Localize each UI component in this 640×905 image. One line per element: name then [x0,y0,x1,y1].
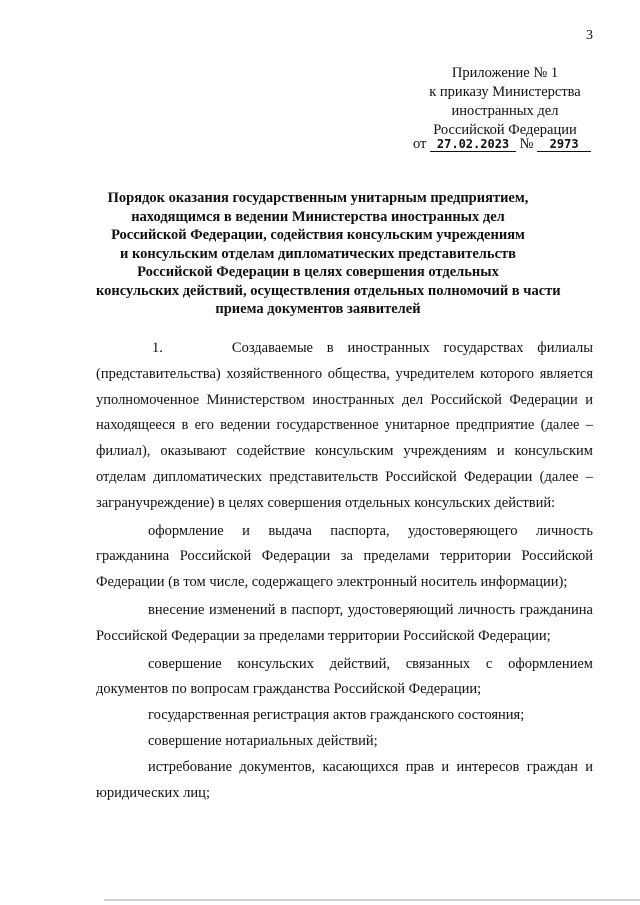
appendix-line-2: к приказу Министерства [429,84,581,100]
list-item: совершение консульских действий, связанных с оформлением документов по вопросам гражданства Российской Федерации; [96,655,593,698]
number-prefix: № [519,136,534,152]
title-line: Порядок оказания государственным унитарным предприятием, [107,190,529,206]
list-item: государственная регистрация актов гражданского состояния; [148,707,525,724]
document-body [96,336,593,806]
page-number: 3 [586,28,593,43]
title-line: приема документов заявителей [215,301,421,317]
date-prefix: от [413,136,427,152]
list-item: совершение нотариальных действий; [148,732,378,749]
appendix-header [410,64,600,152]
order-date: 27.02.2023 [430,138,516,152]
list-item: оформление и выдача паспорта, удостоверяющего личность гражданина Российской Федерации за пределами территории Российской Федерации (в том числе, содержащего электронный носитель информации); [96,522,593,591]
appendix-line-1: Приложение № 1 [451,65,559,81]
scan-edge-divider [104,899,640,901]
title-line: консульских действий, осуществления отдельных полномочий в части [96,282,561,299]
order-date-number [413,135,591,154]
appendix-line-4: Российской Федерации [433,122,577,138]
order-number: 2973 [537,138,591,152]
paragraph-1: 1. Создаваемые в иностранных государствах филиалы (представительства) хозяйственного общества, учредителем которого является уполномоченное Министерством иностранных дел Российской Федерации и находящееся в его ведении государственное унитарное предприятие (далее – филиал), оказывают содействие консульским учреждениям и консульским отделам дипломатических представительств Российской Федерации (далее – загранучреждение) в целях совершения отдельных консульских действий: [96,340,593,511]
document-title [96,189,561,319]
list-item: внесение изменений в паспорт, удостоверяющий личность гражданина Российской Федерации за пределами территории Российской Федерации; [96,601,593,644]
title-line: Российской Федерации, содействия консульским учреждениям [111,227,525,243]
title-line: находящимся в ведении Министерства иностранных дел [131,208,505,225]
title-line: и консульским отделам дипломатических представительств [120,245,516,262]
list-item: истребование документов, касающихся прав и интересов граждан и юридических лиц; [96,758,593,801]
title-line: Российской Федерации в целях совершения отдельных [137,264,499,280]
appendix-line-3: иностранных дел [451,103,559,119]
